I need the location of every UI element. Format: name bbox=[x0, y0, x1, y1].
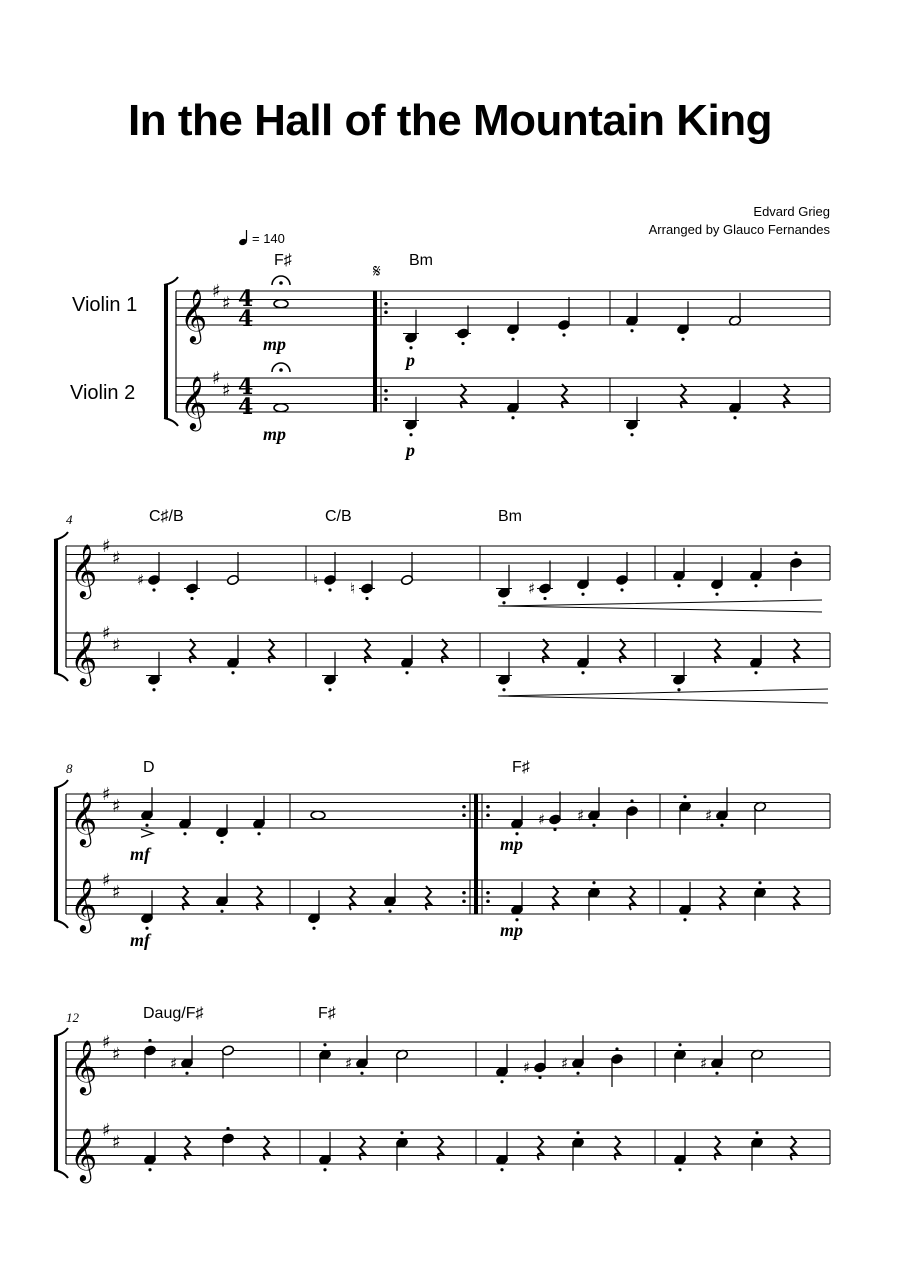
staccato-dot bbox=[754, 584, 757, 587]
staccato-dot bbox=[183, 832, 186, 835]
quarter-rest bbox=[794, 886, 799, 910]
bracket-hook bbox=[164, 418, 178, 426]
time-sig-numerator-1: 4 bbox=[238, 286, 254, 312]
chord-symbol: Daug/F♯ bbox=[143, 1005, 204, 1022]
bracket-hook bbox=[164, 277, 178, 285]
accidental: ♯ bbox=[705, 806, 713, 825]
time-sig-denominator-1: 4 bbox=[238, 306, 254, 332]
sharp-key: ♯ bbox=[102, 623, 111, 644]
staccato-dot bbox=[562, 333, 565, 336]
dynamic-marking: mp bbox=[263, 424, 287, 444]
bracket-hook bbox=[54, 920, 68, 928]
quarter-rest bbox=[257, 886, 262, 910]
staccato-dot bbox=[365, 597, 368, 600]
chord-symbol: F♯ bbox=[512, 759, 530, 776]
staccato-dot bbox=[630, 329, 633, 332]
bracket-hook bbox=[54, 673, 68, 681]
quarter-rest bbox=[615, 1136, 620, 1160]
quarter-rest bbox=[350, 886, 355, 910]
accidental: ♮ bbox=[313, 571, 319, 589]
repeat-dot bbox=[486, 899, 490, 903]
quarter-rest bbox=[562, 384, 567, 408]
staccato-dot bbox=[323, 1043, 326, 1046]
bracket-hook bbox=[54, 532, 68, 540]
accidental: ♯ bbox=[528, 579, 536, 598]
quarter-rest bbox=[715, 639, 720, 663]
staccato-dot bbox=[553, 828, 556, 831]
chord-symbol: Bm bbox=[409, 252, 433, 269]
dynamic-marking: p bbox=[406, 350, 415, 370]
staccato-dot bbox=[226, 1127, 229, 1130]
dynamic-marking: mp bbox=[500, 834, 524, 854]
score-title: In the Hall of the Mountain King bbox=[128, 96, 772, 145]
bracket-hook bbox=[54, 1028, 68, 1036]
repeat-dot bbox=[462, 813, 466, 817]
staccato-dot bbox=[715, 593, 718, 596]
accidental: ♯ bbox=[137, 571, 145, 589]
staccato-dot bbox=[405, 671, 408, 674]
staccato-dot bbox=[720, 824, 723, 827]
staccato-dot bbox=[677, 688, 680, 691]
time-sig-numerator-2: 4 bbox=[238, 374, 254, 400]
chord-symbol: C♯/B bbox=[149, 508, 184, 525]
staccato-dot bbox=[581, 593, 584, 596]
staccato-dot bbox=[148, 1039, 151, 1042]
time-sig-denominator-2: 4 bbox=[238, 394, 254, 420]
accent bbox=[141, 829, 153, 837]
composer: Edvard Grieg bbox=[753, 204, 830, 219]
system-bracket bbox=[54, 1036, 58, 1170]
treble-clef: 𝄞 bbox=[70, 791, 98, 845]
note-head bbox=[274, 404, 288, 412]
chord-symbol: C/B bbox=[325, 508, 352, 525]
staccato-dot bbox=[794, 551, 797, 554]
accidental: ♯ bbox=[538, 810, 546, 829]
staccato-dot bbox=[630, 433, 633, 436]
note-head bbox=[311, 811, 325, 819]
staccato-dot bbox=[683, 918, 686, 921]
sharp-key: ♯ bbox=[222, 380, 231, 401]
measure-number: 8 bbox=[66, 761, 73, 776]
treble-clef: 𝄞 bbox=[180, 375, 208, 429]
staccato-dot bbox=[360, 1072, 363, 1075]
staccato-dot bbox=[231, 671, 234, 674]
dynamic-marking: mp bbox=[500, 920, 524, 940]
staccato-dot bbox=[511, 338, 514, 341]
measure-number: 4 bbox=[66, 512, 73, 527]
accidental: ♯ bbox=[523, 1058, 531, 1077]
quarter-rest bbox=[630, 886, 635, 910]
quarter-rest bbox=[360, 1136, 365, 1160]
sharp-key: ♯ bbox=[102, 1120, 111, 1141]
quarter-rest bbox=[183, 886, 188, 910]
staccato-dot bbox=[312, 927, 315, 930]
treble-clef: 𝄞 bbox=[70, 543, 98, 597]
staccato-dot bbox=[630, 799, 633, 802]
repeat-dot bbox=[462, 805, 466, 809]
fermata-dot bbox=[279, 281, 283, 285]
quarter-rest bbox=[190, 639, 195, 663]
quarter-rest bbox=[185, 1136, 190, 1160]
chord-symbol: F♯ bbox=[274, 252, 292, 269]
treble-clef: 𝄞 bbox=[70, 877, 98, 931]
dynamic-marking: mp bbox=[263, 334, 287, 354]
staccato-dot bbox=[257, 832, 260, 835]
staccato-dot bbox=[461, 342, 464, 345]
treble-clef: 𝄞 bbox=[70, 630, 98, 684]
staccato-dot bbox=[677, 584, 680, 587]
note-head bbox=[274, 300, 288, 308]
staccato-dot bbox=[409, 346, 412, 349]
staccato-dot bbox=[502, 688, 505, 691]
accidental: ♯ bbox=[345, 1054, 353, 1073]
chord-symbol: D bbox=[143, 759, 155, 776]
treble-clef: 𝄞 bbox=[70, 1127, 98, 1181]
staccato-dot bbox=[576, 1072, 579, 1075]
chord-symbol: F♯ bbox=[318, 1005, 336, 1022]
staccato-dot bbox=[715, 1072, 718, 1075]
staccato-dot bbox=[152, 688, 155, 691]
quarter-rest bbox=[620, 639, 625, 663]
sharp-key: ♯ bbox=[112, 635, 121, 656]
repeat-thick-connect bbox=[474, 794, 478, 914]
staccato-dot bbox=[576, 1131, 579, 1134]
repeat-dot bbox=[462, 899, 466, 903]
repeat-dot bbox=[486, 891, 490, 895]
staccato-dot bbox=[733, 416, 736, 419]
quarter-rest bbox=[784, 384, 789, 408]
staccato-dot bbox=[220, 910, 223, 913]
sharp-key: ♯ bbox=[222, 293, 231, 314]
accidental: ♯ bbox=[577, 806, 585, 825]
quarter-rest bbox=[794, 639, 799, 663]
quarter-rest bbox=[720, 886, 725, 910]
sharp-key: ♯ bbox=[102, 784, 111, 805]
bracket-hook bbox=[54, 780, 68, 788]
chord-symbol: Bm bbox=[498, 508, 522, 525]
crescendo-hairpin bbox=[498, 600, 822, 612]
system-bracket bbox=[54, 788, 58, 920]
part-label-violin-2: Violin 2 bbox=[70, 382, 136, 404]
accidental: ♯ bbox=[561, 1054, 569, 1073]
accidental: ♮ bbox=[350, 579, 356, 598]
sharp-key: ♯ bbox=[212, 281, 221, 302]
quarter-rest bbox=[681, 384, 686, 408]
staccato-dot bbox=[148, 1168, 151, 1171]
accidental: ♯ bbox=[170, 1054, 178, 1073]
quarter-rest bbox=[791, 1136, 796, 1160]
staccato-dot bbox=[755, 1131, 758, 1134]
sharp-key: ♯ bbox=[112, 882, 121, 903]
repeat-dot bbox=[384, 302, 388, 306]
staccato-dot bbox=[152, 588, 155, 591]
quarter-rest bbox=[269, 639, 274, 663]
crescendo-hairpin bbox=[498, 689, 828, 703]
sharp-key: ♯ bbox=[112, 1132, 121, 1153]
treble-clef: 𝄞 bbox=[70, 1039, 98, 1093]
staccato-dot bbox=[678, 1168, 681, 1171]
quarter-rest bbox=[543, 639, 548, 663]
sharp-key: ♯ bbox=[112, 1044, 121, 1065]
notes bbox=[137, 276, 803, 1171]
staccato-dot bbox=[145, 824, 148, 827]
staccato-dot bbox=[543, 597, 546, 600]
staccato-dot bbox=[681, 338, 684, 341]
dynamic-marking: p bbox=[406, 440, 415, 460]
part-label-violin-1: Violin 1 bbox=[72, 294, 138, 316]
accidental: ♯ bbox=[700, 1054, 708, 1073]
staccato-dot bbox=[620, 588, 623, 591]
repeat-dot bbox=[486, 813, 490, 817]
repeat-thick-connect bbox=[373, 291, 377, 412]
sharp-key: ♯ bbox=[102, 870, 111, 891]
bracket-hook bbox=[54, 1170, 68, 1178]
tempo-value: = 140 bbox=[252, 230, 285, 246]
dynamic-marking: mf bbox=[130, 844, 150, 864]
sharp-key: ♯ bbox=[102, 536, 111, 557]
staccato-dot bbox=[388, 910, 391, 913]
hairpins bbox=[498, 600, 828, 703]
quarter-rest bbox=[264, 1136, 269, 1160]
quarter-rest bbox=[365, 639, 370, 663]
repeat-dot bbox=[462, 891, 466, 895]
segno-sign: 𝄋 bbox=[373, 261, 381, 282]
staccato-dot bbox=[754, 671, 757, 674]
repeat-dot bbox=[384, 397, 388, 401]
fermata-dot bbox=[279, 368, 283, 372]
sharp-key: ♯ bbox=[112, 796, 121, 817]
sharp-key: ♯ bbox=[102, 1032, 111, 1053]
staccato-dot bbox=[511, 416, 514, 419]
staccato-dot bbox=[323, 1168, 326, 1171]
staccato-dot bbox=[500, 1168, 503, 1171]
staccato-dot bbox=[502, 601, 505, 604]
staccato-dot bbox=[592, 881, 595, 884]
staccato-dot bbox=[400, 1131, 403, 1134]
quarter-rest bbox=[426, 886, 431, 910]
staccato-dot bbox=[678, 1043, 681, 1046]
repeat-dot bbox=[384, 310, 388, 314]
quarter-rest bbox=[442, 639, 447, 663]
repeat-dot bbox=[486, 805, 490, 809]
treble-clef: 𝄞 bbox=[180, 288, 208, 342]
sharp-key: ♯ bbox=[112, 548, 121, 569]
dynamic-marking: mf bbox=[130, 930, 150, 950]
quarter-rest bbox=[461, 384, 466, 408]
quarter-rest bbox=[438, 1136, 443, 1160]
staccato-dot bbox=[683, 795, 686, 798]
system-bracket bbox=[164, 285, 168, 418]
arranger: Arranged by Glauco Fernandes bbox=[648, 222, 830, 237]
staccato-dot bbox=[185, 1072, 188, 1075]
staccato-dot bbox=[220, 841, 223, 844]
staccato-dot bbox=[592, 824, 595, 827]
staccato-dot bbox=[500, 1080, 503, 1083]
staccato-dot bbox=[328, 588, 331, 591]
quarter-rest bbox=[553, 886, 558, 910]
system-bracket bbox=[54, 540, 58, 673]
repeat-dot bbox=[384, 389, 388, 393]
staccato-dot bbox=[615, 1047, 618, 1050]
staccato-dot bbox=[328, 688, 331, 691]
measure-number: 12 bbox=[66, 1010, 79, 1025]
staccato-dot bbox=[190, 597, 193, 600]
staccato-dot bbox=[581, 671, 584, 674]
sharp-key: ♯ bbox=[212, 368, 221, 389]
staccato-dot bbox=[409, 433, 412, 436]
staccato-dot bbox=[538, 1076, 541, 1079]
quarter-rest bbox=[715, 1136, 720, 1160]
staccato-dot bbox=[758, 881, 761, 884]
quarter-rest bbox=[538, 1136, 543, 1160]
